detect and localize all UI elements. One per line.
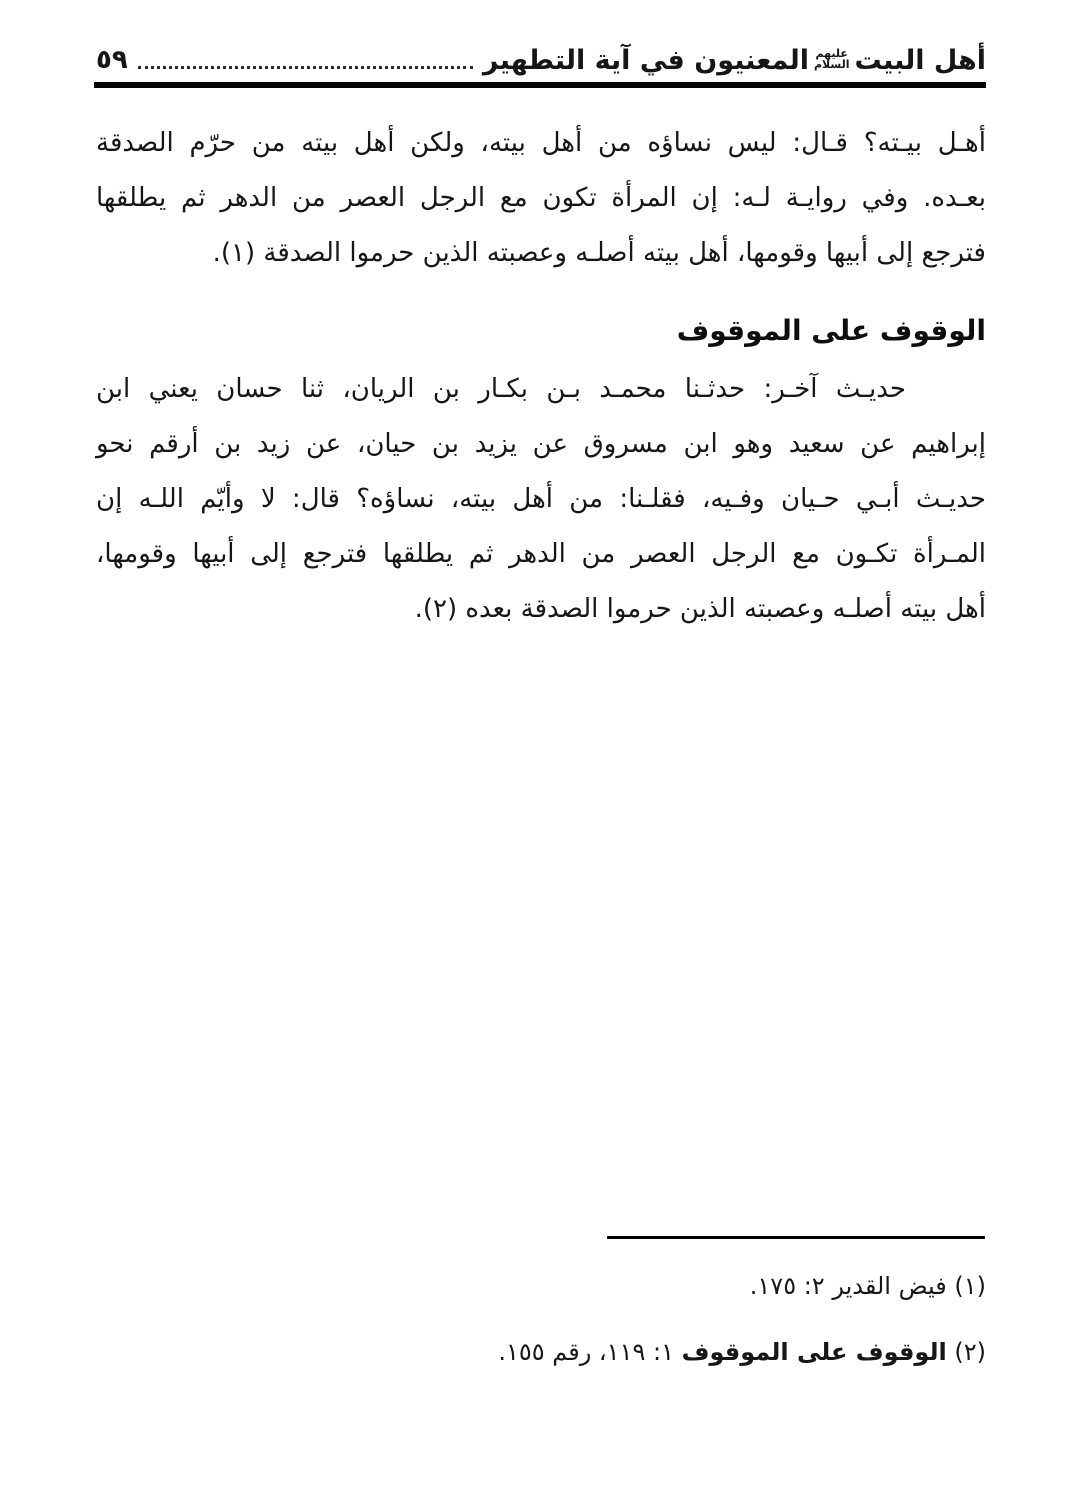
- text-line: حديـث آخـر: حدثـنا محمـد بـن بكـار بن الريان، ثنا حسان يعني ابن: [96, 374, 906, 404]
- dotted-leader: [138, 66, 473, 69]
- page-header: [96, 26, 986, 78]
- footnote-2-title: الوقوف على الموقوف: [681, 1338, 947, 1366]
- footnote-1-marker: (١): [954, 1272, 986, 1300]
- footnote-separator: [607, 1236, 985, 1239]
- page-number: ٥٩: [96, 44, 128, 75]
- text-line: المـرأة تكـون مع الرجل العصر من الدهر ثم يطلقها فترجع إلى أبيها وقومها،: [96, 539, 986, 569]
- footnotes: [96, 1266, 986, 1398]
- footnote-1: [96, 1266, 986, 1306]
- footnote-2-marker: (٢): [954, 1338, 986, 1366]
- footnote-2-text: ١: ١١٩، رقم ١٥٥.: [498, 1338, 682, 1366]
- honorific-bottom: السلام: [813, 58, 850, 71]
- running-title: [483, 43, 986, 78]
- honorific-top: عليهم: [815, 47, 848, 60]
- paragraph-1: [96, 116, 986, 281]
- footnote-1-title: فيض القدير: [832, 1272, 947, 1300]
- running-title-post: المعنيون في آية التطهير: [482, 44, 809, 76]
- text-line: بعـده. وفي روايـة لـه: إن المرأة تكون مع الرجل العصر من الدهر ثم يطلقها: [96, 183, 986, 213]
- text-line: أهـل بيـته؟ قـال: ليس نساؤه من أهل بيته، ولكن أهل بيته من حرّم الصدقة: [96, 128, 986, 158]
- header-rule: [94, 82, 986, 88]
- paragraph-2: [96, 362, 986, 637]
- footnote-2: [96, 1332, 986, 1372]
- text-line: حديـث أبـي حـيان وفـيه، فقلـنا: من أهل بيته، نساؤه؟ قال: لا وأيّم اللـه إن: [96, 484, 986, 514]
- text-line: أهل بيته أصلـه وعصبته الذين حرموا الصدقة بعده (٢).: [414, 594, 986, 624]
- section-heading: الوقوف على الموقوف: [676, 314, 986, 347]
- running-title-pre: أهل البيت: [854, 44, 986, 76]
- text-line: فترجع إلى أبيها وقومها، أهل بيته أصلـه وعصبته الذين حرموا الصدقة (١).: [212, 238, 986, 268]
- honorific-mark: [814, 48, 850, 70]
- footnote-1-text: ٢: ١٧٥.: [749, 1272, 833, 1300]
- text-line: إبراهيم عن سعيد وهو ابن مسروق عن يزيد بن حيان، عن زيد بن أرقم نحو: [96, 429, 986, 459]
